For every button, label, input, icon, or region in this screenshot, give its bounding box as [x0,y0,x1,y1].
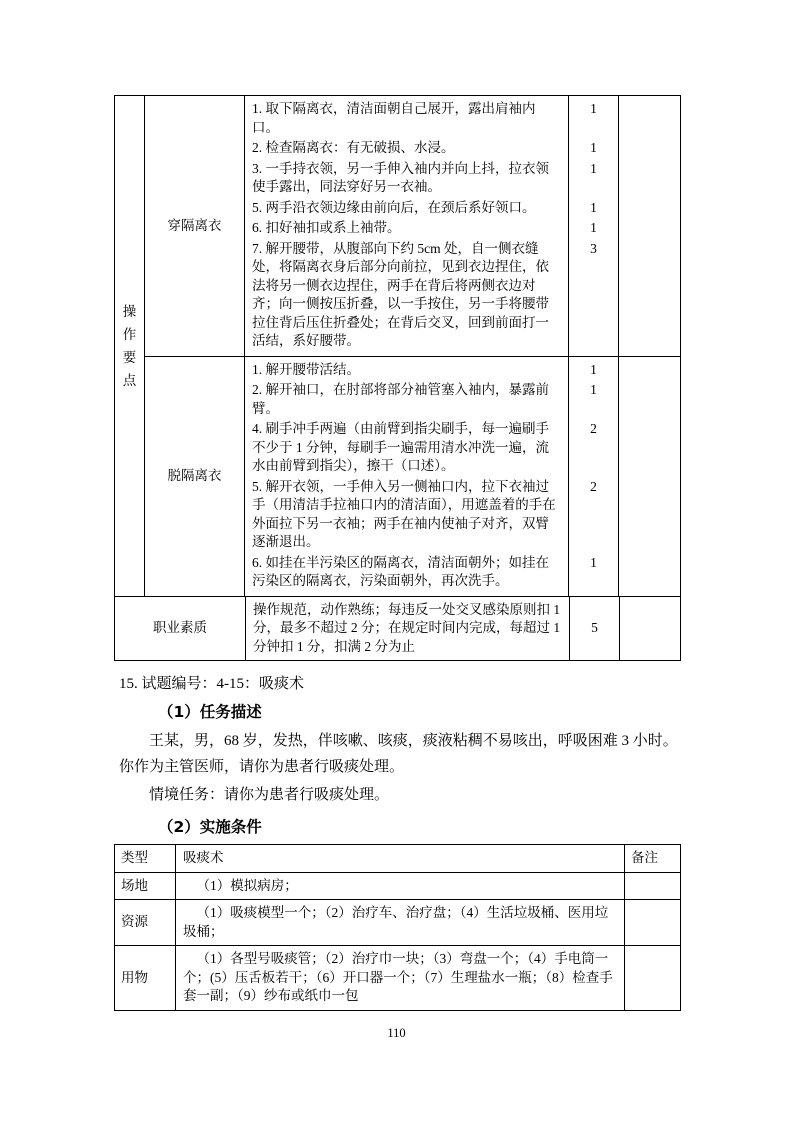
operation-points-block [115,96,680,597]
step-score: 2 [569,420,619,478]
score-note-cell [619,420,680,478]
page-content [114,95,681,1011]
table-row [245,139,680,160]
implementation-conditions-heading: （2）实施条件 [158,818,262,836]
score-note-cell [619,240,680,356]
step-score: 1 [569,160,619,199]
row-note [625,946,680,1010]
table-row [245,420,680,478]
step-text: 3. 一手持衣领，另一手伸入袖内并向上抖，拉衣领使手露出，同法穿好另一衣袖。 [245,160,569,199]
header-type: 类型 [115,845,176,872]
step-score: 1 [569,554,619,596]
group-steps [245,96,680,356]
step-score: 1 [569,96,619,139]
table-row [245,199,680,220]
row-type: 资源 [115,900,176,945]
step-text: 1. 解开腰带活结。 [245,357,569,382]
group-don-isolation-gown [145,96,680,356]
table-row [115,945,680,1010]
step-text: 2. 检查隔离衣：有无破损、水浸。 [245,139,569,160]
table-row [115,899,680,945]
row-type: 用物 [115,946,176,1010]
step-groups [145,96,680,596]
professional-quality-row [115,597,680,661]
score-note-cell [619,160,680,199]
step-text: 5. 两手沿衣领边缘由前向后，在颈后系好领口。 [245,199,569,220]
score-note-cell [619,357,680,382]
table-header-row [115,845,680,872]
row-type: 场地 [115,873,176,900]
score-note-cell [619,96,680,139]
row-header-operation-points [115,96,145,596]
score-note-cell [619,139,680,160]
step-score: 2 [569,478,619,554]
step-score: 1 [569,139,619,160]
header-procedure: 吸痰术 [176,845,625,872]
table-row [245,554,680,596]
row-content: （1）各型号吸痰管；（2）治疗巾一块；（3）弯盘一个；（4）手电筒一个；(5）压舌板若干；（6）开口器一个；（7）生理盐水一瓶；（8）检查手套一副；（9）纱布或纸巾一包 [176,946,625,1010]
score-note-cell [619,381,680,420]
task-description-paragraph: 王某，男，68 岁，发热，伴咳嗽、咳痰，痰液粘稠不易咳出，呼吸困难 3 小时。你作为主管医师，请你为患者行吸痰处理。 [119,733,678,775]
step-score: 1 [569,381,619,420]
score-note-cell [619,199,680,220]
scoring-table [114,95,681,661]
step-text: 2. 解开袖口，在肘部将部分袖管塞入袖内，暴露前臂。 [245,381,569,420]
professional-quality-score: 5 [570,597,620,661]
page-number: 110 [387,1026,406,1040]
row-note [625,900,680,945]
group-steps [245,357,680,596]
score-note-cell [619,478,680,554]
operation-points-label: 操作要点 [122,303,137,388]
question-heading: 15. 试题编号：4-15：吸痰术 [119,676,304,692]
step-text: 6. 如挂在半污染区的隔离衣，清洁面朝外；如挂在污染区的隔离衣，污染面朝外，再次洗手。 [245,554,569,596]
scenario-task-paragraph: 情境任务：请你为患者行吸痰处理。 [149,787,390,803]
score-note-cell [620,597,680,661]
step-text: 1. 取下隔离衣，清洁面朝自己展开，露出肩袖内口。 [245,96,569,139]
row-content: （1）吸痰模型一个；（2）治疗车、治疗盘；（4）生活垃圾桶、医用垃圾桶； [176,900,625,945]
step-text: 5. 解开衣领，一手伸入另一侧袖口内，拉下衣袖过手（用清洁手拉袖口内的清洁面），用遮盖着的手在外面拉下另一衣袖；两手在袖内使袖子对齐，双臂逐渐退出。 [245,478,569,554]
table-row [245,96,680,139]
step-score: 3 [569,240,619,356]
task-description-heading: （1）任务描述 [158,703,262,721]
group-label: 脱隔离衣 [145,357,245,596]
row-content: （1）模拟病房； [176,873,625,900]
score-note-cell [619,554,680,596]
step-score: 1 [569,219,619,240]
table-row [245,160,680,199]
step-text: 7. 解开腰带，从腹部向下约 5cm 处，自一侧衣缝处，将隔离衣身后部分向前拉，见到衣边捏住，依法将另一侧衣边捏住，两手在背后将两侧衣边对齐；向一侧按压折叠，以一手按住，另一手将腰带拉住背后压住折叠处；在背后交叉，回到前面打一活结，系好腰带。 [245,240,569,356]
conditions-table [114,844,681,1011]
score-note-cell [619,219,680,240]
step-score: 1 [569,199,619,220]
table-row [245,240,680,356]
step-text: 6. 扣好袖扣或系上袖带。 [245,219,569,240]
table-row [115,872,680,900]
group-label: 穿隔离衣 [145,96,245,356]
table-row [245,381,680,420]
row-note [625,873,680,900]
professional-quality-label: 职业素质 [115,597,246,661]
step-score: 1 [569,357,619,382]
group-doff-isolation-gown [145,356,680,596]
step-text: 4. 刷手冲手两遍（由前臂到指尖刷手，每一遍刷手不少于 1 分钟，每刷手一遍需用清水冲洗一遍，流水由前臂到指尖），擦干（口述）。 [245,420,569,478]
table-row [245,357,680,382]
header-note: 备注 [631,850,658,865]
table-row [245,219,680,240]
professional-quality-text: 操作规范，动作熟练；每违反一处交叉感染原则扣 1 分，最多不超过 2 分；在规定时间内完成，每超过 1 分钟扣 1 分，扣满 2 分为止 [246,597,570,661]
table-row [245,478,680,554]
